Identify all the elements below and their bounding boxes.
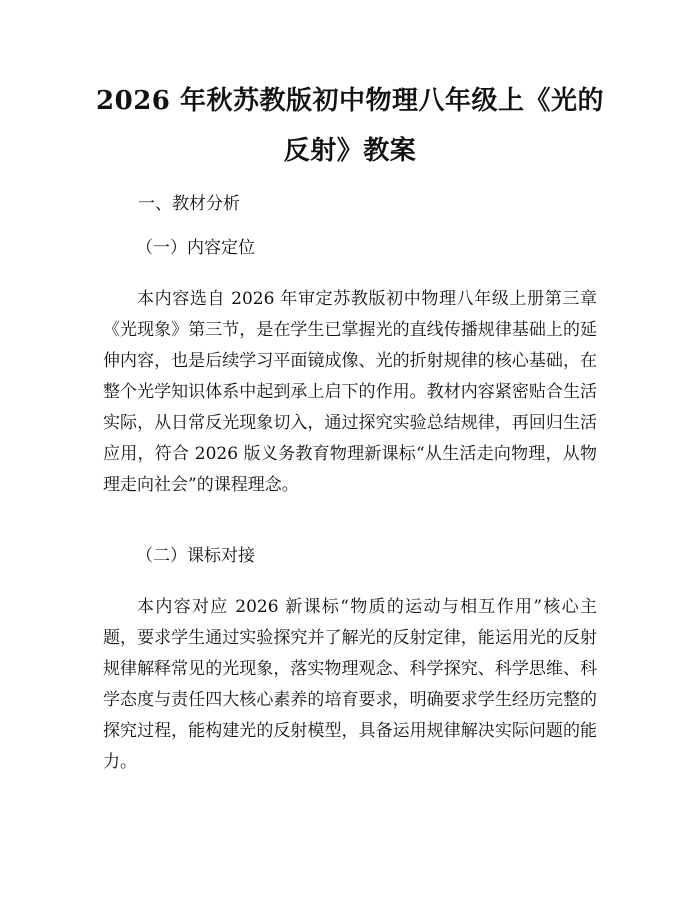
- paragraph-curriculum-alignment: 本内容对应 2026 新课标“物质的运动与相互作用”核心主题，要求学生通过实验探究并了解光的反射定律，能运用光的反射规律解释常见的光现象，落实物理观念、科学探究、科学思维、科学态度与责任四大核心素养的培育要求，明确要求学生经历完整的探究过程，能构建光的反射模型，具备运用规律解决实际问题的能力。: [103, 597, 597, 772]
- document-title: 2026 年秋苏教版初中物理八年级上《光的反射》教案: [96, 86, 604, 166]
- subsection-heading-content-positioning: （一）内容定位: [136, 238, 255, 258]
- paragraph-content-positioning: 本内容选自 2026 年审定苏教版初中物理八年级上册第三章《光现象》第三节，是在学生已掌握光的直线传播规律基础上的延伸内容，也是后续学习平面镜成像、光的折射规律的核心基础，在整个光学知识体系中起到承上启下的作用。教材内容紧密贴合生活实际，从日常反光现象切入，通过探究实验总结规律，再回归生活应用，符合 2026 版义务教育物理新课标“从生活走向物理，从物理走向社会”的课程理念。: [103, 289, 597, 495]
- section-heading-textbook-analysis: 一、教材分析: [138, 194, 240, 214]
- subsection-heading-curriculum-alignment: （二）课标对接: [136, 546, 255, 566]
